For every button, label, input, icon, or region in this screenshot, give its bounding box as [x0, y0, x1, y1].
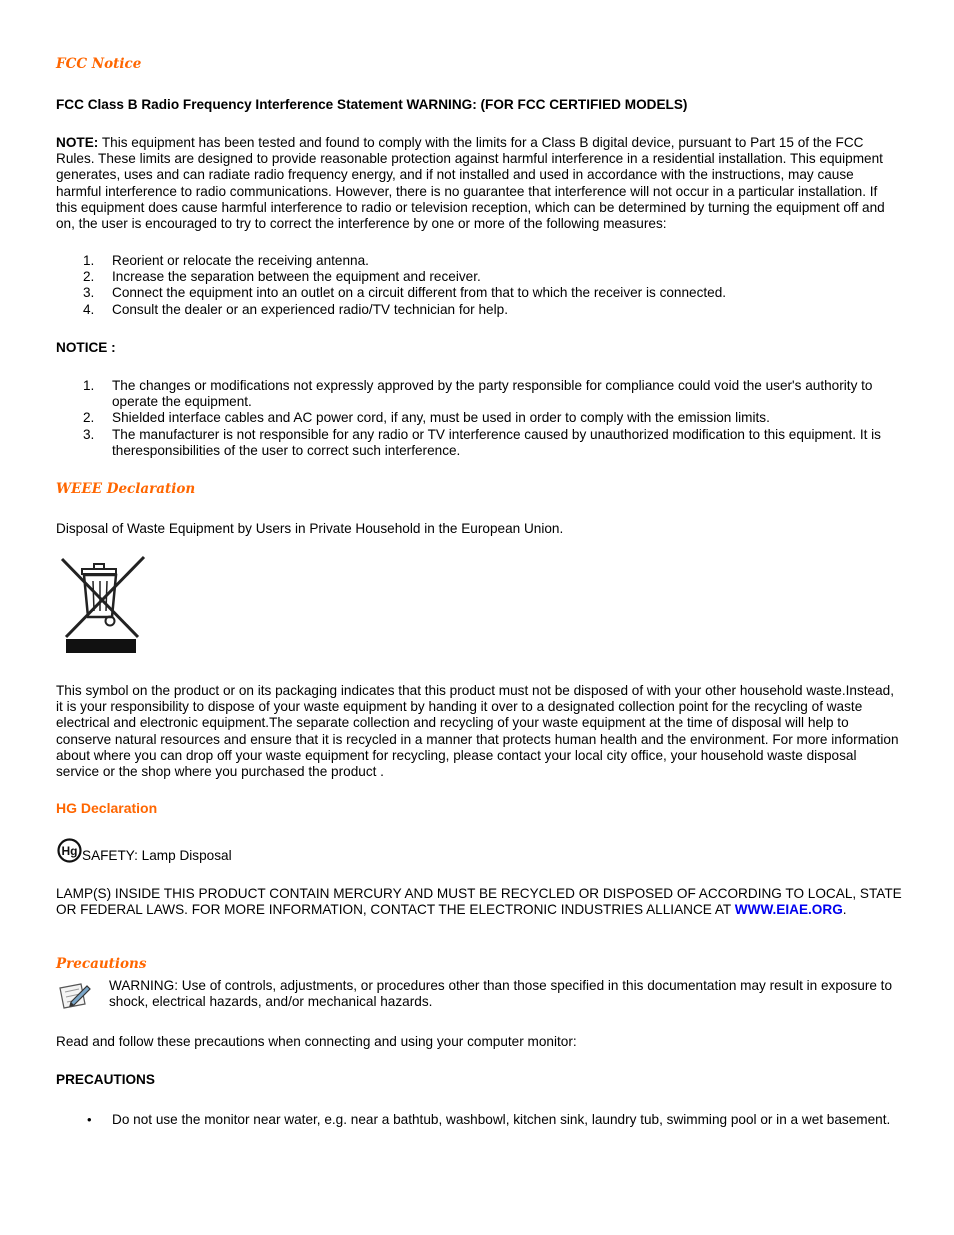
safety-text: SAFETY: Lamp Disposal — [82, 848, 232, 863]
list-text: Do not use the monitor near water, e.g. near a bathtub, washbowl, kitchen sink, laundry tub, swimming pool or in a wet basement. — [112, 1112, 891, 1127]
notice-label: NOTICE : — [56, 340, 116, 355]
list-number: 1. — [83, 378, 95, 393]
mercury-icon-label: Hg — [61, 844, 78, 858]
list-number: 1. — [83, 253, 95, 268]
fcc-statement-title: FCC Class B Radio Frequency Interference Statement WARNING: (FOR FCC CERTIFIED MODELS) — [56, 97, 688, 112]
precautions-heading: Precautions — [56, 956, 147, 972]
hg-heading: HG Declaration — [56, 800, 158, 816]
hg-body — [56, 886, 902, 918]
note-label: NOTE: — [56, 135, 99, 150]
note-text: This equipment has been tested and found to comply with the limits for a Class B digital device, pursuant to Part 15 of the FCC Rules. These limits are designed to provide reasonable protection against harmful interference in a residential installation. This equipment generates, uses and can radiate radio frequency energy, and if not installed and used in accordance with the instructions, may cause harmful interference to radio communications. However, there is no guarantee that interference will not occur in a particular installation. If this equipment does cause harmful interference to radio or television reception, which can be determined by turning the equipment off and on, the user is encouraged to try to correct the interference by one or more of the following measures: — [56, 135, 885, 232]
precautions-warning: WARNING: Use of controls, adjustments, or procedures other than those specified in this documentation may result in exposure to shock, electrical hazards, and/or mechanical hazards. — [109, 978, 893, 1010]
fcc-heading: FCC Notice — [56, 56, 142, 72]
list-text: Consult the dealer or an experienced radio/TV technician for help. — [112, 301, 508, 317]
list-text: Connect the equipment into an outlet on a circuit different from that to which the receiver is connected. — [112, 285, 727, 301]
bullet: • — [87, 1112, 92, 1127]
weee-intro: Disposal of Waste Equipment by Users in Private Household in the European Union. — [56, 521, 564, 536]
weee-heading: WEEE Declaration — [56, 481, 196, 497]
hg-body-text: LAMP(S) INSIDE THIS PRODUCT CONTAIN MERCURY AND MUST BE RECYCLED OR DISPOSED OF ACCORDING TO LOCAL, STATE OR FEDERAL LAWS. FOR MORE INFORMATION, CONTACT THE ELECTRONIC INDUSTRIES ALLIANCE AT — [56, 886, 902, 918]
fcc-measures-list — [56, 253, 902, 318]
list-number: 4. — [83, 301, 95, 317]
eiae-link[interactable]: WWW.EIAE.ORG — [734, 902, 843, 918]
crossed-bin-icon — [56, 555, 148, 657]
list-number: 2. — [83, 410, 95, 426]
list-item — [56, 378, 902, 410]
list-item — [56, 302, 902, 318]
list-text: The manufacturer is not responsible for any radio or TV interference caused by unauthorized modification to this equipment. It is theresponsibilities of the user to correct such interference. — [112, 426, 881, 458]
list-text: Reorient or relocate the receiving antenna. — [112, 253, 369, 268]
list-item — [56, 253, 902, 269]
precautions-intro: Read and follow these precautions when connecting and using your computer monitor: — [56, 1034, 577, 1049]
list-text: The changes or modifications not expressly approved by the party responsible for compliance could void the user's authority to operate the equipment. — [112, 378, 873, 410]
list-number: 3. — [83, 285, 95, 301]
precautions-label: PRECAUTIONS — [56, 1072, 155, 1087]
list-text: Shielded interface cables and AC power cord, if any, must be used in order to comply with the emission limits. — [112, 410, 770, 426]
list-item — [56, 285, 902, 301]
list-text: Increase the separation between the equipment and receiver. — [112, 269, 481, 285]
precautions-list — [56, 1112, 902, 1128]
list-item — [56, 410, 902, 426]
list-item — [56, 269, 902, 285]
fcc-note-paragraph — [56, 135, 902, 232]
list-item — [56, 427, 902, 459]
list-item — [56, 1112, 902, 1128]
list-number: 2. — [83, 269, 95, 285]
list-number: 3. — [83, 426, 95, 442]
mercury-icon — [57, 838, 82, 863]
fcc-notice-list — [56, 378, 902, 459]
note-pencil-icon — [57, 980, 91, 1010]
hg-trailing: . — [842, 902, 847, 918]
weee-body: This symbol on the product or on its packaging indicates that this product must not be disposed of with your other household waste.Instead, it is your responsibility to dispose of your waste equipment by handing it over to a designated collection point for the recycling of waste electrical and electronic equipment.The separate collection and recycling of your waste equipment at the time of disposal will help to conserve natural resources and ensure that it is recycled in a manner that protects human health and the environment. For more information about where you can drop off your waste equipment for recycling, please contact your local city office, your household waste disposal service or the shop where you purchased the product . — [56, 683, 899, 780]
